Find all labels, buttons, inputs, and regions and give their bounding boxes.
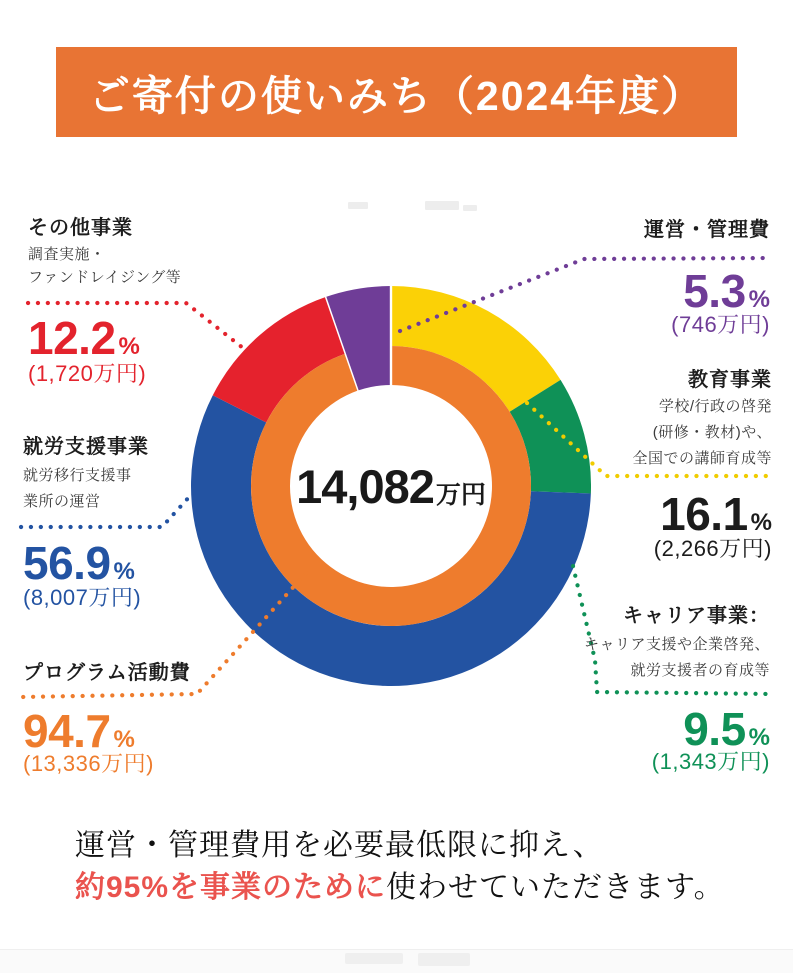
- callout-employment-sub2: 業所の運営: [23, 493, 101, 510]
- footer-rest: 使わせていただきます。: [386, 871, 725, 904]
- callout-career-title: キャリア事業：: [623, 605, 770, 627]
- donut-chart: [191, 286, 591, 686]
- callout-education-title: 教育事業: [688, 369, 772, 391]
- cropped-content-artifact: [463, 205, 477, 211]
- footer-message-line1: 運営・管理費用を必要最低限に抑え、: [75, 829, 604, 862]
- cropped-content-artifact: [418, 953, 470, 966]
- callout-other-amount: (1,720万円): [28, 361, 147, 386]
- donut-center-total: [191, 286, 591, 686]
- callout-career-sub2: 就労支援者の育成等: [630, 662, 770, 679]
- callout-other-percent: 12.2 %: [28, 312, 140, 364]
- callout-education-percent: 16.1 %: [660, 488, 772, 540]
- percent-sign: %: [118, 333, 140, 360]
- callout-program-amount: (13,336万円): [23, 751, 154, 776]
- callout-education-amount: (2,266万円): [653, 536, 772, 561]
- callout-education-sub1: 学校/行政の啓発: [658, 398, 772, 415]
- callout-employment-percent: 56.9 %: [23, 537, 135, 589]
- page-title: ご寄付の使いみち（2024年度）: [88, 72, 705, 119]
- total-unit: 万円: [435, 480, 486, 509]
- percent-sign: %: [113, 726, 135, 753]
- cropped-next-section: [0, 949, 793, 973]
- callout-admin-percent: 5.3 %: [683, 265, 770, 317]
- callout-employment-sub1: 就労移行支援事: [23, 467, 132, 484]
- cropped-content-artifact: [348, 202, 368, 209]
- callout-career-amount: (1,343万円): [651, 749, 770, 774]
- percent-sign: %: [113, 558, 135, 585]
- header-banner: [56, 47, 737, 137]
- cropped-content-artifact: [345, 953, 403, 964]
- callout-admin-title: 運営・管理費: [644, 219, 770, 241]
- percent-sign: %: [750, 509, 772, 536]
- percent-sign: %: [748, 724, 770, 751]
- callout-employment-title: 就労支援事業: [23, 436, 149, 458]
- callout-program-percent: 94.7 %: [23, 705, 135, 757]
- callout-other-sub1: 調査実施・: [28, 246, 106, 263]
- percent-sign: %: [748, 286, 770, 313]
- cropped-content-artifact: [425, 201, 459, 210]
- callout-other-sub2: ファンドレイジング等: [28, 269, 182, 286]
- total-value: 14,082: [296, 459, 434, 513]
- callout-employment-amount: (8,007万円): [23, 585, 142, 610]
- callout-career-percent: 9.5 %: [683, 703, 770, 755]
- callout-career-sub1: キャリア支援や企業啓発、: [583, 636, 770, 653]
- callout-education-sub3: 全国での講師育成等: [632, 450, 772, 467]
- callout-admin-amount: (746万円): [671, 312, 770, 337]
- callout-education-sub2: (研修・教材)や、: [652, 424, 772, 441]
- footer-highlight: 約95%を事業のために: [75, 871, 387, 904]
- footer-message-line2: [75, 873, 725, 903]
- callout-other-title: その他事業: [28, 217, 133, 239]
- callout-program-title: プログラム活動費: [23, 662, 191, 684]
